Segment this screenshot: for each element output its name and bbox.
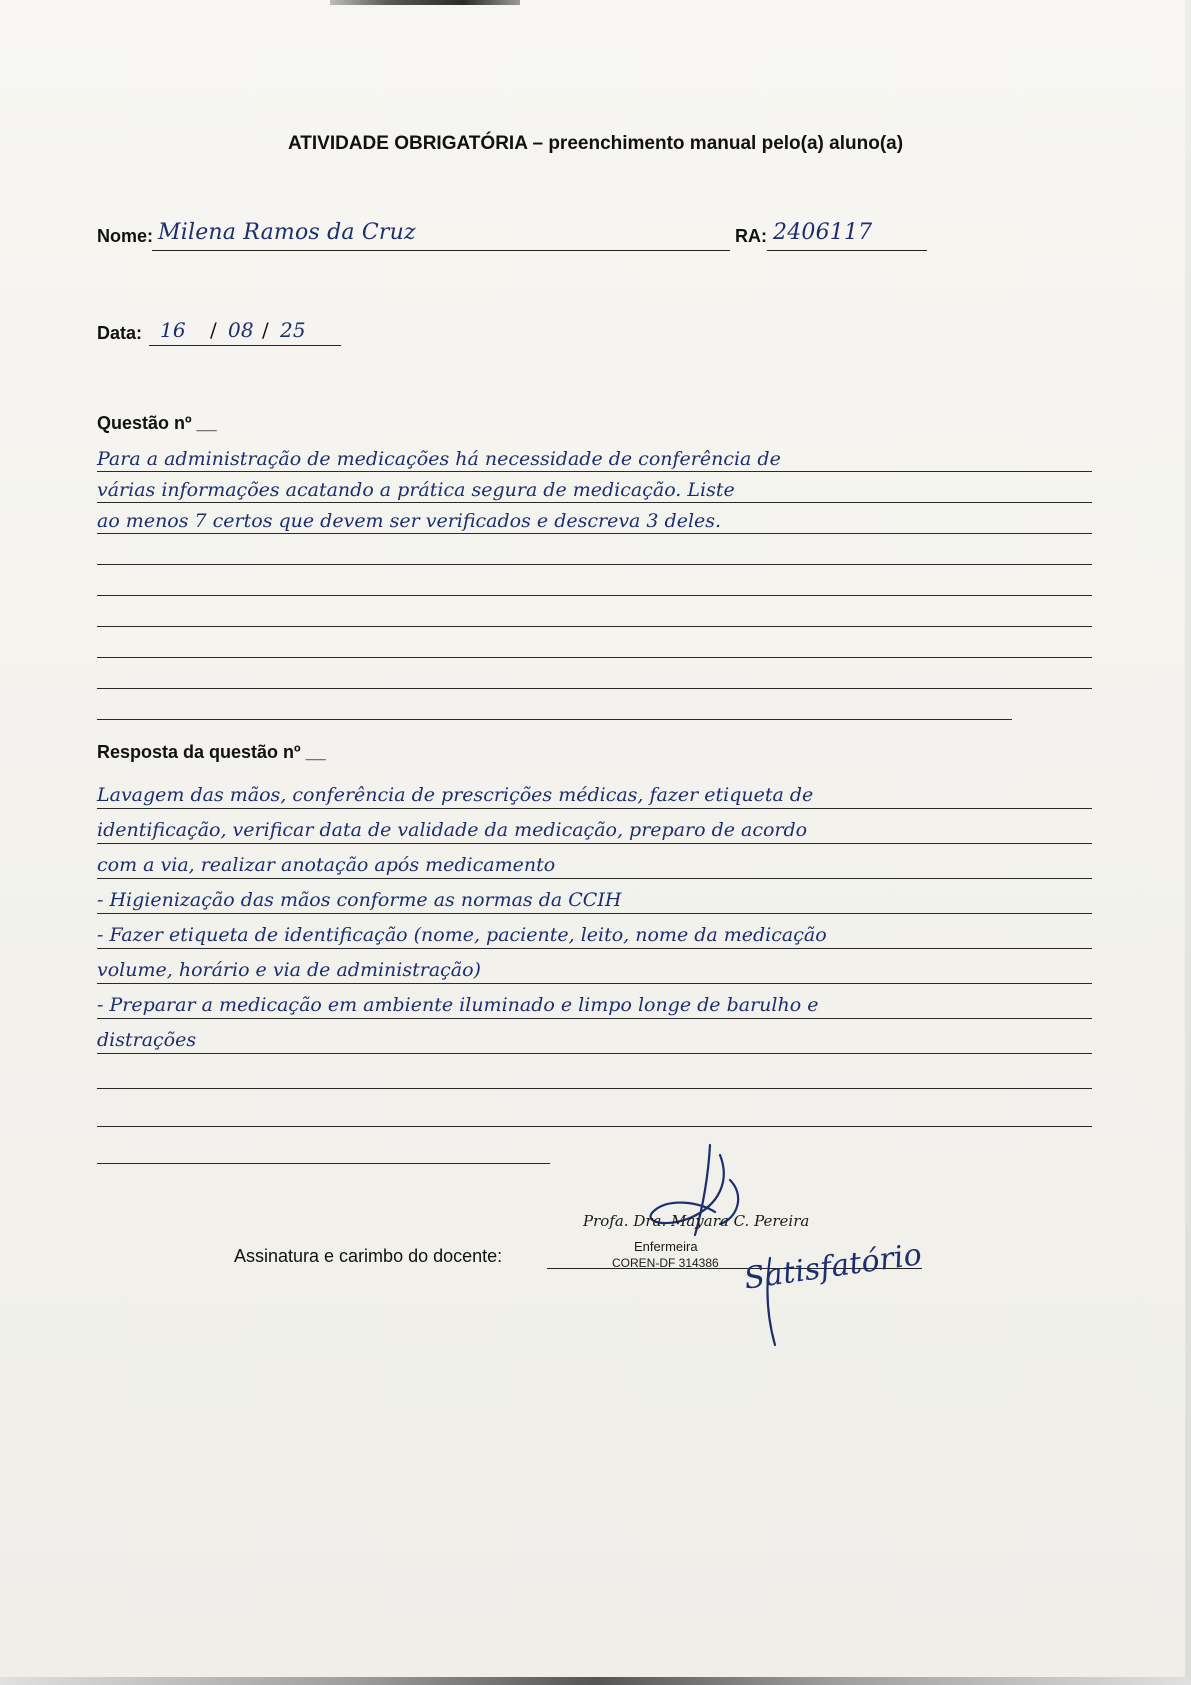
ruled-line	[97, 843, 1092, 844]
resposta-label: Resposta da questão nº __	[97, 742, 326, 762]
page-title: ATIVIDADE OBRIGATÓRIA – preenchimento manual pelo(a) aluno(a)	[287, 133, 904, 154]
ruled-line	[97, 657, 1092, 658]
resposta-line-3: com a via, realizar anotação após medicamento	[97, 854, 556, 876]
ruled-line	[97, 502, 1092, 503]
data-month: 08	[228, 318, 254, 342]
resposta-line-6: volume, horário e via de administração)	[97, 959, 481, 981]
data-year: 25	[280, 318, 306, 342]
resposta-line-8: distrações	[97, 1029, 197, 1051]
data-day: 16	[160, 318, 186, 342]
ruled-line	[97, 1088, 1092, 1089]
grade-handwritten: Satisfatório	[742, 1237, 925, 1297]
nome-label: Nome:	[97, 226, 154, 246]
stamp-name: Profa. Dra. Mayara C. Pereira	[583, 1212, 810, 1230]
ruled-line	[97, 948, 1092, 949]
questao-line-2: várias informações acatando a prática segura de medicação. Liste	[97, 479, 735, 501]
ra-value: 2406117	[773, 220, 873, 245]
ruled-line	[97, 564, 1092, 565]
scan-artifact-top	[330, 0, 520, 5]
ruled-line	[97, 719, 1012, 720]
resposta-line-7: - Preparar a medicação em ambiente iluminado e limpo longe de barulho e	[97, 994, 819, 1016]
ruled-line	[97, 595, 1092, 596]
ruled-line	[97, 913, 1092, 914]
questao-label: Questão nº __	[97, 413, 217, 433]
ruled-line	[97, 1053, 1092, 1054]
data-sep-1: /	[210, 318, 217, 342]
stamp-role: Enfermeira	[634, 1239, 698, 1254]
ruled-line	[97, 808, 1092, 809]
resposta-line-1: Lavagem das mãos, conferência de prescrições médicas, fazer etiqueta de	[97, 784, 814, 806]
ruled-line	[97, 626, 1092, 627]
resposta-line-2: identificação, verificar data de validade da medicação, preparo de acordo	[97, 819, 808, 841]
nome-value: Milena Ramos da Cruz	[158, 220, 416, 245]
nome-underline	[152, 250, 730, 251]
ruled-line	[97, 471, 1092, 472]
ra-label: RA:	[735, 226, 767, 246]
data-underline	[149, 345, 341, 346]
questao-line-1: Para a administração de medicações há necessidade de conferência de	[97, 448, 781, 470]
assinatura-label: Assinatura e carimbo do docente:	[234, 1246, 503, 1266]
questao-line-3: ao menos 7 certos que devem ser verificados e descreva 3 deles.	[97, 510, 722, 532]
ruled-line	[97, 983, 1092, 984]
ruled-line	[97, 1018, 1092, 1019]
scan-artifact-bottom	[0, 1677, 1191, 1685]
resposta-line-5: - Fazer etiqueta de identificação (nome, paciente, leito, nome da medicação	[97, 924, 827, 946]
scan-artifact-right	[1185, 0, 1191, 1685]
ruled-line	[97, 1163, 550, 1164]
ruled-line	[97, 688, 1092, 689]
data-label: Data:	[97, 323, 143, 343]
stamp-coren: COREN-DF 314386	[612, 1256, 719, 1270]
ra-underline	[767, 250, 927, 251]
data-sep-2: /	[262, 318, 269, 342]
ruled-line	[97, 878, 1092, 879]
ruled-line	[97, 1126, 1092, 1127]
ruled-line	[97, 533, 1092, 534]
resposta-line-4: - Higienização das mãos conforme as normas da CCIH	[97, 889, 622, 911]
